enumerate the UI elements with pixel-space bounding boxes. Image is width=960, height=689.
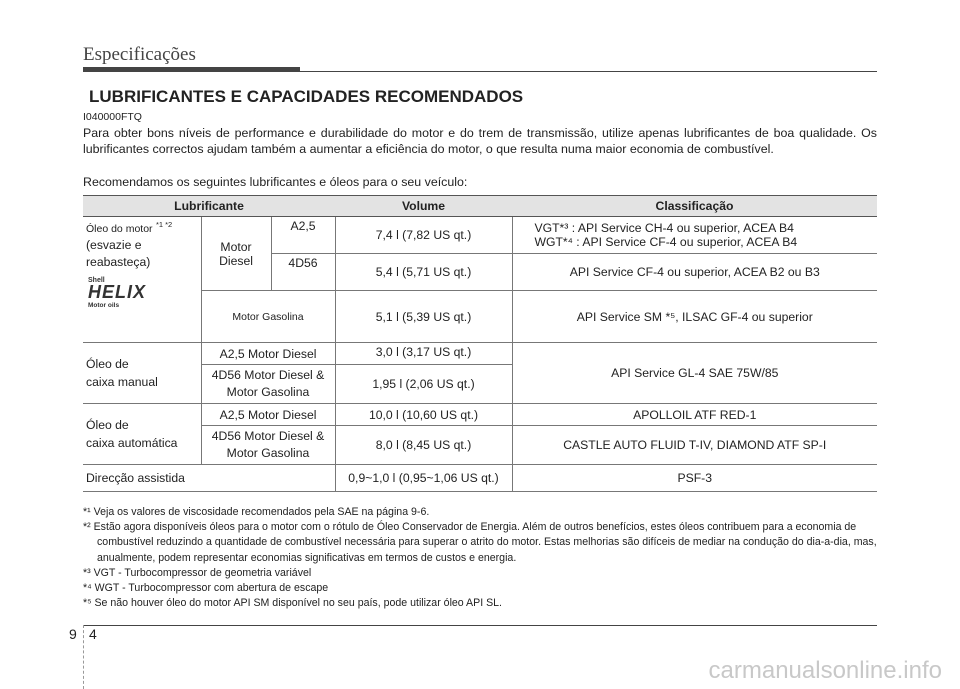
footnotes (83, 505, 877, 611)
auto-row2 (201, 426, 335, 465)
engine-oil-cell (83, 217, 201, 343)
header-lubricant: Lubrificante (83, 196, 335, 217)
svg-text:HELIX: HELIX (88, 282, 147, 302)
diesel-label-1: Motor (220, 239, 252, 254)
section-code: I040000FTQ (83, 111, 142, 123)
engine-a25-class-vgt: VGT*³ : API Service CH-4 ou superior, ACEA B4 (534, 221, 794, 235)
manual-row1: A2,5 Motor Diesel (201, 343, 335, 365)
manual-label-cell (83, 343, 201, 404)
manual-row2-volume: 1,95 l (2,06 US qt.) (335, 365, 512, 404)
engine-oil-label: Óleo do motor (86, 223, 153, 235)
auto-row2-volume: 8,0 l (8,45 US qt.) (335, 426, 512, 465)
footnote-5: *⁵ Se não houver óleo do motor API SM disponível no seu país, pode utilizar óleo API SL. (83, 597, 502, 610)
engine-a25-volume: 7,4 l (7,82 US qt.) (335, 217, 512, 254)
diesel-label-cell (201, 217, 271, 291)
engine-gas-volume: 5,1 l (5,39 US qt.) (335, 291, 512, 343)
engine-gas-label: Motor Gasolina (201, 291, 335, 343)
auto-row1: A2,5 Motor Diesel (201, 404, 335, 426)
engine-gas-class: API Service SM *⁵, ILSAC GF-4 ou superior (512, 291, 877, 343)
page-number: 4 (89, 626, 97, 642)
engine-d56-volume: 5,4 l (5,71 US qt.) (335, 254, 512, 291)
header-classification: Classificação (512, 196, 877, 217)
manual-label-2: caixa manual (86, 375, 158, 389)
page-header-title: Especificações (83, 44, 196, 65)
engine-oil-sub2: reabasteça) (86, 255, 151, 269)
table-row (83, 291, 877, 343)
diesel-label-2: Diesel (219, 253, 253, 268)
table-row (83, 465, 877, 492)
steering-label: Direcção assistida (83, 465, 335, 492)
lubricant-table (83, 195, 877, 492)
footnote-1: *¹ Veja os valores de viscosidade recomendados pela SAE na página 9-6. (83, 506, 430, 518)
engine-a25-class-wgt: WGT*⁴ : API Service CF-4 ou superior, ACEA B4 (534, 235, 798, 249)
manual-class: API Service GL-4 SAE 75W/85 (512, 343, 877, 404)
footnote-2: *² Estão agora disponíveis óleos para o motor com o rótulo de Óleo Conservador de Energia. Além de outros benefícios, estes óleos contribuem para a economia de combustível reduzindo a quantidade de combustível necessária para superar o atrito do motor. Estas melhorias são difíceis de mediar na condução do dia-a-dia, mas, anualmente, podem representar economias significativas em termos de custos e energia. (83, 521, 877, 564)
engine-oil-sub1: (esvazie e (86, 238, 142, 252)
shell-helix-logo (86, 273, 158, 312)
manual-row2 (201, 365, 335, 404)
manual-row2-a: 4D56 Motor Diesel & (211, 368, 325, 382)
header-rule (83, 71, 877, 72)
engine-d56-class: API Service CF-4 ou superior, ACEA B2 ou B3 (512, 254, 877, 291)
table-row (83, 404, 877, 426)
watermark-text: carmanualsonline.info (708, 657, 942, 684)
footer-divider (83, 625, 85, 689)
engine-a25: A2,5 (271, 217, 335, 254)
manual-row1-volume: 3,0 l (3,17 US qt.) (335, 343, 512, 365)
auto-row1-volume: 10,0 l (10,60 US qt.) (335, 404, 512, 426)
svg-text:Shell: Shell (88, 277, 105, 284)
table-row (83, 426, 877, 465)
auto-row2-b: Motor Gasolina (226, 446, 310, 460)
intro-paragraph: Para obter bons níveis de performance e durabilidade do motor e do trem de transmissão, utilize apenas lubrificantes de boa qualidade. Os lubrificantes correctos ajudam também a aumentar a eficiência do motor, o que resulta numa maior economia de combustível. (83, 126, 877, 156)
intro-recommendation: Recomendamos os seguintes lubrificantes e óleos para o seu veículo: (83, 175, 468, 189)
section-title: LUBRIFICANTES E CAPACIDADES RECOMENDADOS (89, 87, 524, 106)
auto-row2-a: 4D56 Motor Diesel & (211, 429, 325, 443)
engine-a25-class (512, 217, 877, 254)
auto-label-1: Óleo de (86, 418, 129, 432)
steering-class: PSF-3 (512, 465, 877, 492)
engine-d56: 4D56 (271, 254, 335, 291)
auto-label-cell (83, 404, 201, 465)
svg-text:Motor oils: Motor oils (88, 302, 120, 309)
table-header-row (83, 196, 877, 217)
header-volume: Volume (335, 196, 512, 217)
footnote-4: *⁴ WGT - Turbocompressor com abertura de escape (83, 582, 329, 595)
footnote-3: *³ VGT - Turbocompressor de geometria variável (83, 566, 312, 579)
auto-label-2: caixa automática (86, 436, 178, 450)
table-row (83, 217, 877, 254)
steering-volume: 0,9~1,0 l (0,95~1,06 US qt.) (335, 465, 512, 492)
footer-rule (83, 625, 877, 626)
manual-row2-b: Motor Gasolina (226, 385, 310, 399)
auto-row1-class: APOLLOIL ATF RED-1 (512, 404, 877, 426)
auto-row2-class: CASTLE AUTO FLUID T-IV, DIAMOND ATF SP-I (512, 426, 877, 465)
chapter-number: 9 (69, 626, 77, 642)
engine-oil-sup: *1 *2 (155, 220, 173, 229)
table-row (83, 343, 877, 365)
manual-label-1: Óleo de (86, 357, 129, 371)
